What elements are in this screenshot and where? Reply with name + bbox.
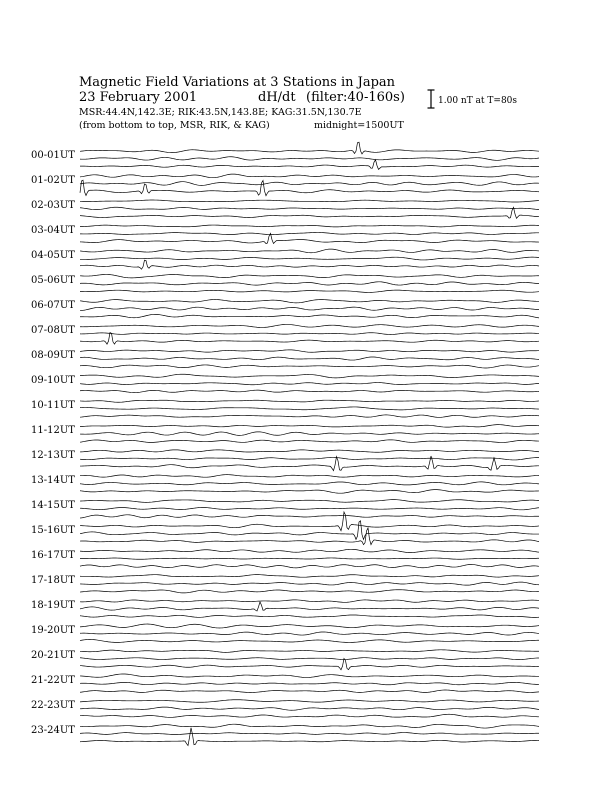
trace-kag	[80, 300, 539, 303]
trace-rik	[80, 682, 539, 684]
trace-rik	[80, 582, 539, 585]
hour-label: 06-07UT	[31, 300, 75, 311]
trace-rik	[80, 407, 539, 410]
hour-label: 14-15UT	[31, 500, 75, 511]
trace-kag	[80, 249, 539, 253]
trace-rik	[80, 707, 539, 710]
trace-kag	[80, 324, 539, 327]
trace-msr	[80, 639, 539, 642]
hour-label: 22-23UT	[31, 700, 75, 711]
trace-rik	[80, 632, 539, 635]
stations-coordinates: MSR:44.4N,142.3E; RIK:43.5N,143.8E; KAG:31.5N,130.7E	[79, 107, 362, 118]
trace-msr	[80, 365, 539, 368]
hour-label-group	[31, 150, 75, 736]
trace-msr	[80, 440, 539, 443]
trace-rik	[80, 157, 539, 161]
hour-label: 02-03UT	[31, 200, 75, 211]
trace-kag	[80, 512, 539, 531]
trace-msr	[80, 615, 539, 617]
trace-kag	[80, 174, 539, 178]
trace-msr	[80, 590, 539, 593]
trace-msr	[80, 515, 539, 518]
trace-rik	[80, 432, 539, 436]
trace-kag	[80, 700, 539, 703]
chart-quantity: dH/dt	[258, 90, 296, 105]
hour-label: 10-11UT	[31, 400, 75, 411]
hour-label: 01-02UT	[31, 175, 75, 186]
trace-kag	[80, 650, 539, 653]
trace-rik	[80, 307, 539, 310]
hour-label: 00-01UT	[31, 150, 75, 161]
trace-rik	[80, 658, 539, 660]
trace-kag	[80, 400, 539, 402]
trace-rik	[80, 521, 539, 540]
hour-label: 11-12UT	[31, 425, 75, 436]
trace-rik	[80, 257, 539, 260]
scale-bar-label: 1.00 nT at T=80s	[438, 96, 518, 106]
trace-msr	[80, 690, 539, 692]
trace-kag	[80, 600, 539, 602]
trace-kag	[80, 674, 539, 677]
trace-kag	[80, 575, 539, 578]
chart-title: Magnetic Field Variations at 3 Stations in Japan	[79, 75, 396, 90]
trace-kag	[80, 225, 539, 227]
midnight-note: midnight=1500UT	[314, 120, 404, 131]
trace-kag	[80, 274, 539, 277]
trace-msr	[80, 415, 539, 417]
trace-msr	[80, 260, 539, 269]
hour-label: 03-04UT	[31, 225, 75, 236]
hour-label: 23-24UT	[31, 725, 75, 736]
hour-label: 13-14UT	[31, 475, 75, 486]
hour-label: 16-17UT	[31, 550, 75, 561]
trace-rik	[80, 207, 539, 209]
scale-bar	[428, 90, 518, 108]
trace-kag	[80, 200, 539, 202]
trace-msr	[80, 490, 539, 494]
chart-date: 23 February 2001	[79, 90, 198, 105]
trace-msr	[80, 233, 539, 243]
trace-rik	[80, 602, 539, 611]
hour-label: 05-06UT	[31, 275, 75, 286]
hour-label: 12-13UT	[31, 450, 75, 461]
trace-msr	[80, 564, 539, 567]
trace-rik	[80, 558, 539, 559]
trace-kag	[80, 549, 539, 552]
station-order-note: (from bottom to top, MSR, RIK, & KAG)	[79, 120, 270, 131]
trace-kag	[80, 374, 539, 378]
trace-msr	[80, 314, 539, 317]
trace-rik	[80, 182, 539, 186]
trace-msr	[80, 658, 539, 669]
hour-label: 19-20UT	[31, 625, 75, 636]
trace-kag	[80, 142, 539, 154]
trace-kag	[80, 724, 539, 728]
trace-msr	[80, 333, 539, 345]
trace-msr	[80, 728, 539, 746]
trace-kag	[80, 624, 539, 628]
trace-kag	[80, 500, 539, 503]
trace-rik	[80, 357, 539, 360]
chart-filter: (filter:40-160s)	[306, 90, 405, 105]
trace-rik	[80, 333, 539, 335]
trace-msr	[80, 528, 539, 545]
trace-group	[80, 142, 539, 745]
hour-label: 20-21UT	[31, 650, 75, 661]
hour-label: 07-08UT	[31, 325, 75, 336]
trace-msr	[80, 390, 539, 392]
hour-label: 17-18UT	[31, 575, 75, 586]
trace-rik	[80, 733, 539, 735]
trace-rik	[80, 232, 539, 234]
hour-label: 18-19UT	[31, 600, 75, 611]
hour-label: 21-22UT	[31, 675, 75, 686]
trace-msr	[80, 160, 539, 170]
trace-rik	[80, 482, 539, 485]
hour-label: 04-05UT	[31, 250, 75, 261]
hour-label: 09-10UT	[31, 375, 75, 386]
trace-rik	[80, 507, 539, 509]
trace-kag	[80, 475, 539, 478]
hour-label: 08-09UT	[31, 350, 75, 361]
hour-label: 15-16UT	[31, 525, 75, 536]
trace-msr	[80, 290, 539, 292]
trace-kag	[80, 450, 539, 452]
trace-rik	[80, 282, 539, 285]
trace-msr	[80, 714, 539, 717]
trace-kag	[80, 350, 539, 352]
trace-rik	[80, 457, 539, 460]
trace-kag	[80, 425, 539, 428]
trace-rik	[80, 383, 539, 385]
